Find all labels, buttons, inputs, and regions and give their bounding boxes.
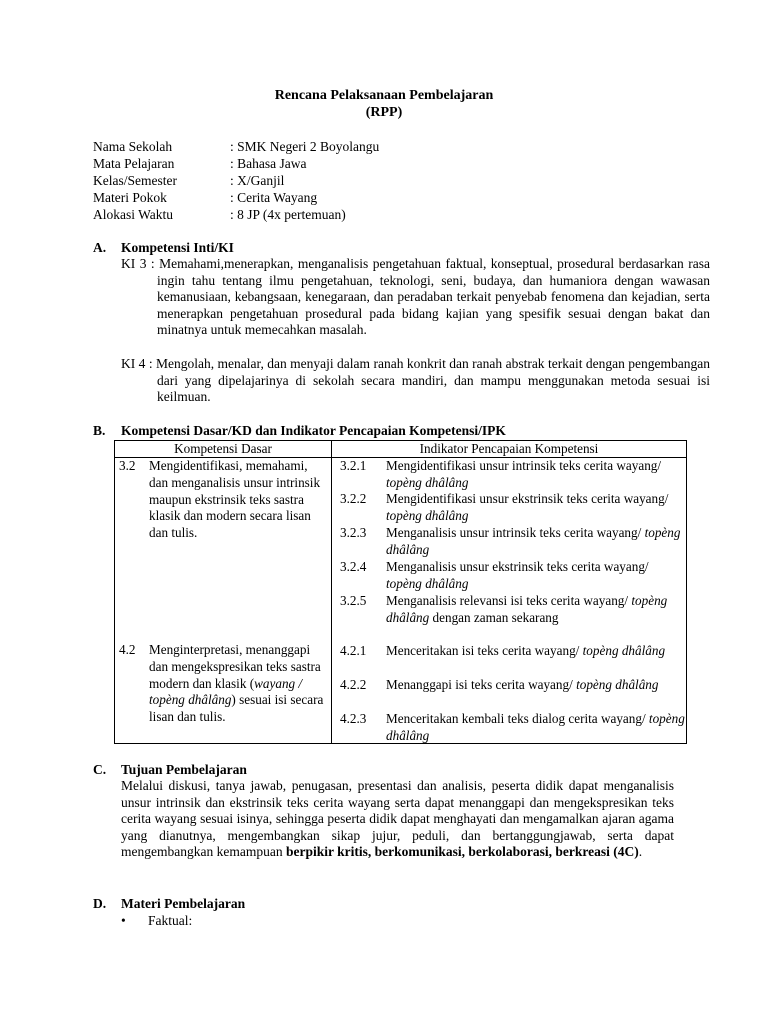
indicator-text-italic: topèng dhâlâng bbox=[386, 525, 681, 557]
indicator-text-part: Menceritakan kembali teks dialog cerita wayang/ bbox=[386, 711, 649, 726]
indicator-text bbox=[386, 491, 686, 525]
identity-label: Nama Sekolah bbox=[93, 139, 173, 154]
indicator-number: 4.2.1 bbox=[340, 643, 367, 658]
indicator-text bbox=[386, 593, 686, 627]
indicator-text-italic: topèng dhâlâng bbox=[582, 643, 666, 658]
identity-value: : SMK Negeri 2 Boyolangu bbox=[230, 139, 380, 154]
section-title: Kompetensi Dasar/KD dan Indikator Pencapaian Kompetensi/IPK bbox=[121, 423, 506, 438]
table-cell-kd bbox=[115, 458, 332, 744]
section-number: B. bbox=[93, 423, 106, 438]
ki3-text: KI 3 : Memahami,menerapkan, menganalisis pengetahuan faktual, konseptual, prosedural berdasarkan rasa ingin tahu tentang ilmu pengetahuan, teknologi, seni, budaya, dan humaniora dengan wawasan kemanusiaan, kebangsaan, kenegaraan, dan peradaban terkait penyebab fenomena dan kejadian, serta menerapkan pengetahuan prosedural pada bidang kajian yang spesifik sesuai dengan bakat dan minatnya untuk memecahkan masalah. bbox=[121, 256, 710, 337]
indicator-number: 4.2.2 bbox=[340, 677, 367, 692]
indicator-text-italic: topèng dhâlâng bbox=[576, 677, 659, 692]
section-number: C. bbox=[93, 762, 107, 777]
kd-text: Mengidentifikasi, memahami, dan menganalisis unsur intrinsik maupun ekstrinsik teks sastra klasik dan modern secara lisan dan tulis. bbox=[149, 458, 321, 541]
indicator-number: 3.2.1 bbox=[340, 458, 367, 473]
indicator-text bbox=[386, 677, 686, 694]
section-c-heading bbox=[93, 761, 247, 778]
indicator-text bbox=[386, 559, 686, 593]
bullet-icon: • bbox=[121, 913, 126, 928]
kd-text-part: Menginterpretasi, menanggapi dan mengekspresikan teks sastra modern dan klasik ( bbox=[149, 642, 321, 691]
indicator-text bbox=[386, 458, 686, 492]
indicator-text-part: Mengidentifikasi unsur ekstrinsik teks cerita wayang/ bbox=[386, 491, 669, 506]
section-c-text bbox=[121, 778, 674, 861]
indicator-text bbox=[386, 711, 686, 745]
indicator-text-part: Menceritakan isi teks cerita wayang/ bbox=[386, 643, 583, 658]
kd-number: 4.2 bbox=[119, 642, 136, 657]
ki4-text: KI 4 : Mengolah, menalar, dan menyaji dalam ranah konkrit dan ranah abstrak terkait dengan pengembangan dari yang dipelajarinya di sekolah secara mandiri, dan mampu menggunakan metoda sesuai isi keilmuan. bbox=[121, 356, 710, 404]
kd-ipk-table bbox=[114, 440, 687, 744]
identity-label: Kelas/Semester bbox=[93, 173, 177, 188]
document-subtitle: (RPP) bbox=[365, 105, 403, 120]
section-title: Materi Pembelajaran bbox=[121, 896, 246, 911]
indicator-text-italic: topèng dhâlâng bbox=[386, 711, 685, 743]
indicator-text bbox=[386, 525, 686, 559]
kd-number: 3.2 bbox=[119, 458, 136, 473]
indicator-text-italic: topèng dhâlâng bbox=[386, 593, 668, 625]
identity-value: : X/Ganjil bbox=[230, 173, 285, 188]
indicator-text-part: Mengidentifikasi unsur intrinsik teks cerita wayang/ bbox=[386, 458, 662, 473]
objective-text: Melalui diskusi, tanya jawab, penugasan, presentasi dan analisis, peserta didik dapat menganalisis unsur intrinsik dan ekstrinsik teks cerita wayang serta dapat menanggapi dan mengekspresikan teks cerita wayang sesuai isinya, sehingga peserta didik dapat menghayati dan mengamalkan ajaran agama yang dianutnya, mengembangkan sikap jujur, peduli, dan bertanggungjawab, serta dapat mengembangkan kemampuan bbox=[121, 778, 674, 859]
section-b-heading bbox=[93, 422, 506, 439]
objective-bold-text: berpikir kritis, berkomunikasi, berkolaborasi, berkreasi (4C) bbox=[285, 844, 639, 859]
indicator-number: 3.2.5 bbox=[340, 593, 367, 608]
section-title: Tujuan Pembelajaran bbox=[121, 762, 247, 777]
table-header-kd: Kompetensi Dasar bbox=[115, 441, 332, 458]
identity-label: Alokasi Waktu bbox=[93, 207, 174, 222]
kd-text bbox=[149, 642, 329, 726]
section-number: A. bbox=[93, 240, 107, 255]
indicator-text-italic: topèng dhâlâng bbox=[386, 575, 469, 591]
document-title: Rencana Pelaksanaan Pembelajaran bbox=[274, 88, 494, 103]
identity-value: : 8 JP (4x pertemuan) bbox=[230, 207, 346, 222]
indicator-number: 3.2.4 bbox=[340, 559, 367, 574]
indicator-number: 3.2.2 bbox=[340, 491, 367, 506]
indicator-text-part: Menganalisis unsur intrinsik teks cerita wayang/ bbox=[386, 525, 645, 540]
section-title: Kompetensi Inti/KI bbox=[121, 240, 234, 255]
table-header-ipk: Indikator Pencapaian Kompetensi bbox=[332, 441, 687, 458]
section-number: D. bbox=[93, 896, 107, 911]
indicator-text-italic: topèng dhâlâng bbox=[386, 507, 469, 523]
kd-text-italic: wayang / topèng dhâlâng bbox=[149, 675, 303, 708]
identity-value: : Cerita Wayang bbox=[230, 190, 318, 205]
indicator-text-part: Menganalisis relevansi isi teks cerita wayang/ bbox=[386, 593, 632, 608]
objective-text-end: . bbox=[638, 844, 643, 859]
indicator-text-part: Menganalisis unsur ekstrinsik teks cerita wayang/ bbox=[386, 559, 649, 574]
indicator-text-italic: topèng dhâlâng bbox=[386, 474, 469, 490]
table-cell-ipk bbox=[332, 458, 687, 744]
indicator-text-part: dengan zaman sekarang bbox=[429, 609, 559, 625]
identity-value: : Bahasa Jawa bbox=[230, 156, 307, 171]
kd-text-part: ) sesuai isi secara lisan dan tulis. bbox=[149, 692, 324, 725]
indicator-text-part: Menanggapi isi teks cerita wayang/ bbox=[386, 677, 577, 692]
indicator-text bbox=[386, 643, 686, 660]
bullet-text: Faktual: bbox=[148, 913, 193, 928]
identity-label: Mata Pelajaran bbox=[93, 156, 175, 171]
indicator-number: 4.2.3 bbox=[340, 711, 367, 726]
section-a-heading bbox=[93, 239, 234, 256]
indicator-number: 3.2.3 bbox=[340, 525, 367, 540]
identity-label: Materi Pokok bbox=[93, 190, 167, 205]
section-d-heading bbox=[93, 895, 245, 912]
